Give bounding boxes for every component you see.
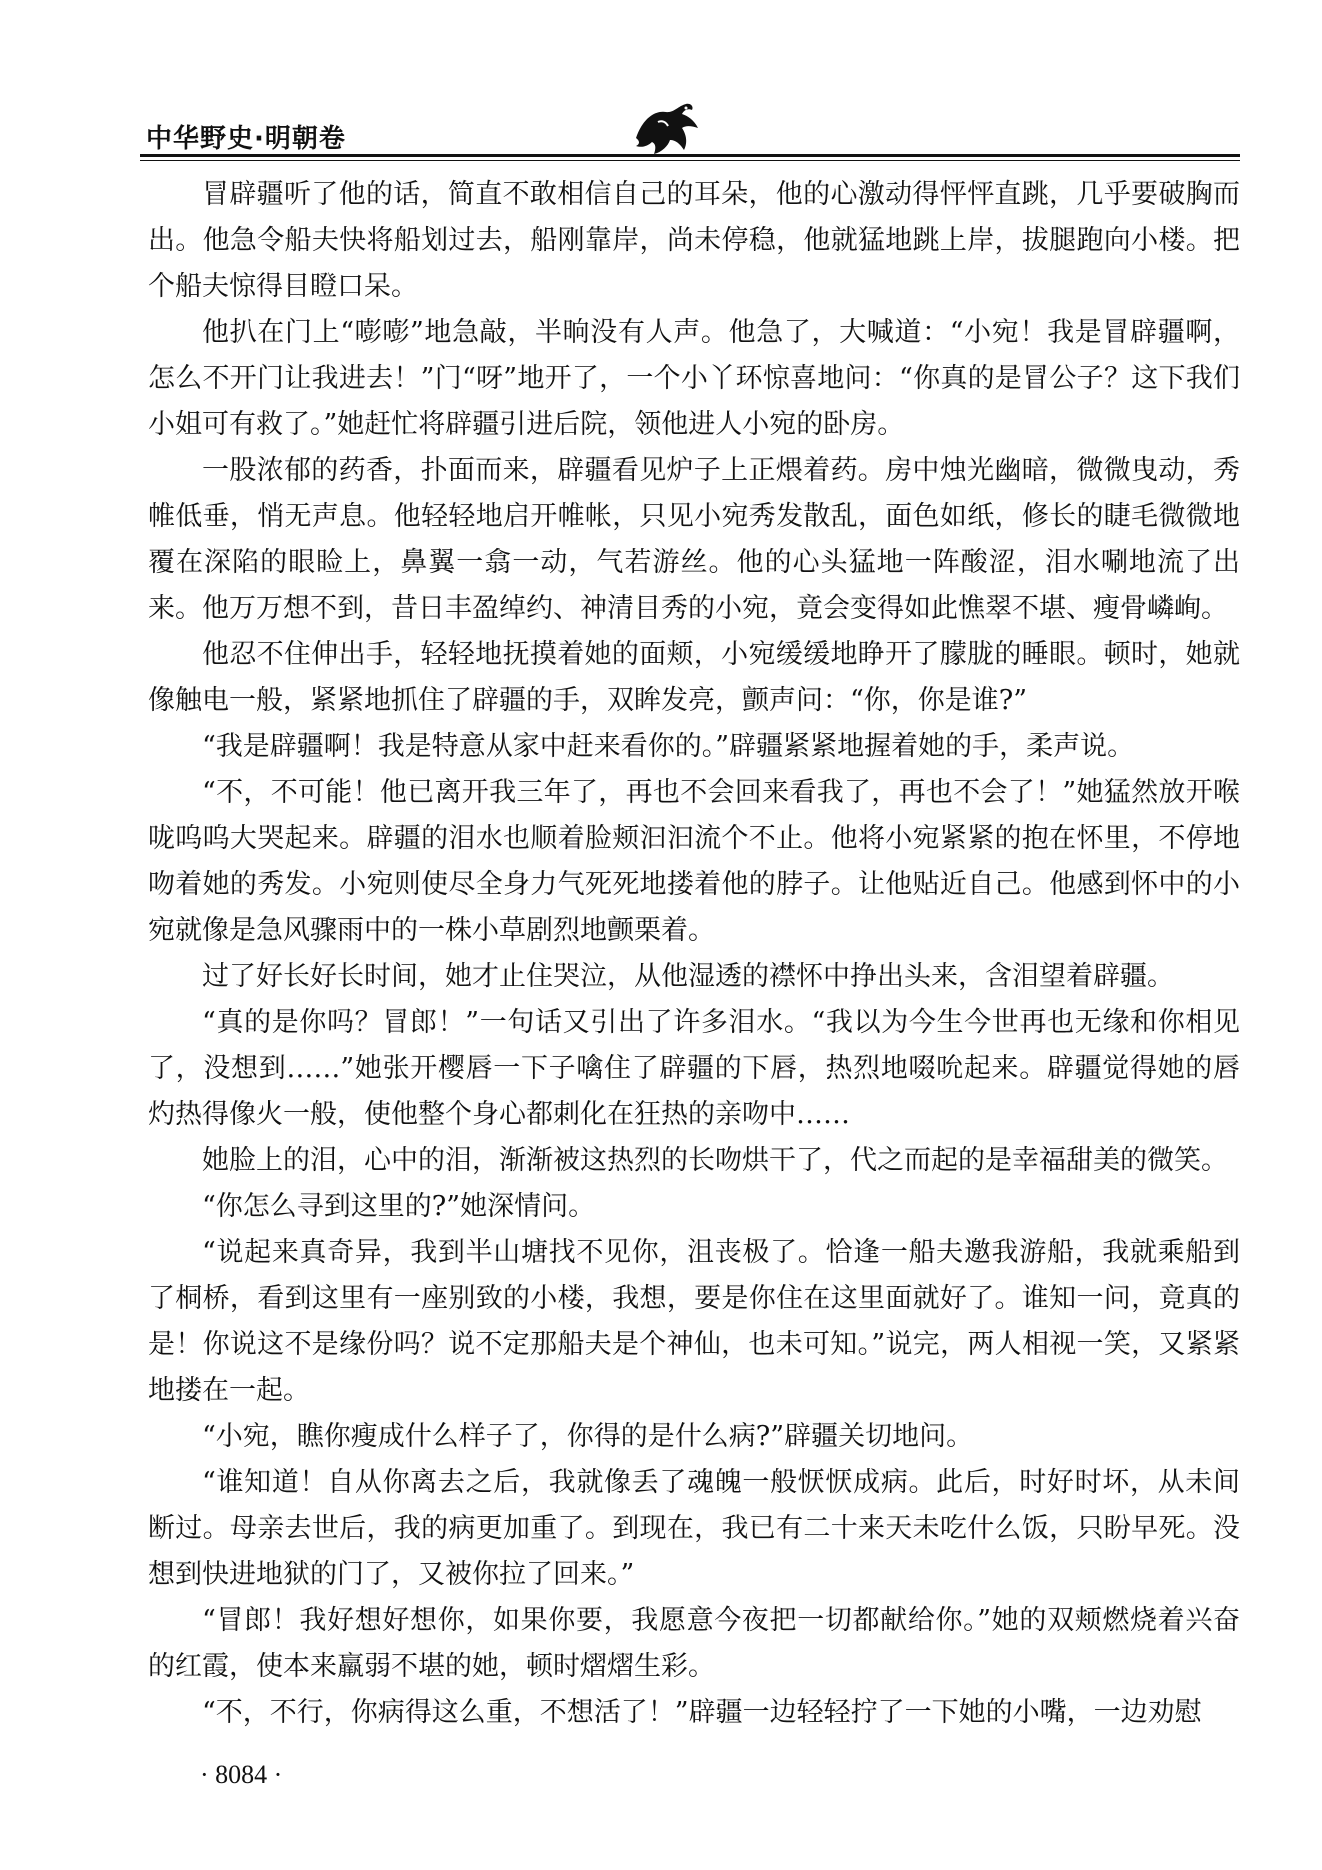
paragraph: 他忍不住伸出手，轻轻地抚摸着她的面颊，小宛缓缓地睁开了朦胧的睡眼。顿时，她就像触电一般，紧紧地抓住了辟疆的手，双眸发亮，颤声问：“你，你是谁?” <box>148 639 1240 716</box>
paragraph: “说起来真奇异，我到半山塘找不见你，沮丧极了。恰逢一船夫邀我游船，我就乘船到了桐桥，看到这里有一座别致的小楼，我想，要是你住在这里面就好了。谁知一问，竟真的是！你说这不是缘份吗？说不定那船夫是个神仙，也未可知。”说完，两人相视一笑，又紧紧地搂在一起。 <box>148 1237 1240 1406</box>
paragraph: “我是辟疆啊！我是特意从家中赶来看你的。”辟疆紧紧地握着她的手，柔声说。 <box>202 731 1135 762</box>
paragraph: “你怎么寻到这里的?”她深情问。 <box>202 1191 596 1222</box>
paragraph: 过了好长好长时间，她才止住哭泣，从他湿透的襟怀中挣出头来，含泪望着辟疆。 <box>202 961 1174 992</box>
paragraph: “不，不行，你病得这么重，不想活了！”辟疆一边轻轻拧了一下她的小嘴，一边劝慰 <box>202 1697 1202 1728</box>
paragraph: 她脸上的泪，心中的泪，渐渐被这热烈的长吻烘干了，代之而起的是幸福甜美的微笑。 <box>202 1145 1228 1176</box>
page-header <box>140 108 1240 158</box>
header-rule-thin <box>140 160 1240 161</box>
book-title: 中华野史·明朝卷 <box>146 124 346 154</box>
page-number: · 8084 · <box>200 1760 283 1789</box>
paragraph: 一股浓郁的药香，扑面而来，辟疆看见炉子上正煨着药。房中烛光幽暗，微微曳动，秀帷低垂，悄无声息。他轻轻地启开帷帐，只见小宛秀发散乱，面色如纸，修长的睫毛微微地覆在深陷的眼睑上，鼻翼一翕一动，气若游丝。他的心头猛地一阵酸涩，泪水唰地流了出来。他万万想不到，昔日丰盈绰约、神清目秀的小宛，竟会变得如此憔翠不堪、瘦骨嶙峋。 <box>148 455 1240 624</box>
paragraph: “不，不可能！他已离开我三年了，再也不会回来看我了，再也不会了！”她猛然放开喉咙呜呜大哭起来。辟疆的泪水也顺着脸颊汩汩流个不止。他将小宛紧紧的抱在怀里，不停地吻着她的秀发。小宛则使尽全身力气死死地搂着他的脖子。让他贴近自己。他感到怀中的小宛就像是急风骤雨中的一株小草剧烈地颤栗着。 <box>148 777 1240 946</box>
paragraph: “冒郎！我好想好想你，如果你要，我愿意今夜把一切都献给你。”她的双颊燃烧着兴奋的红霞，使本来羸弱不堪的她，顿时熠熠生彩。 <box>148 1605 1240 1682</box>
header-rule <box>140 154 1240 157</box>
paragraph: 他扒在门上“嘭嘭”地急敲，半晌没有人声。他急了，大喊道：“小宛！我是冒辟疆啊，怎么不开门让我进去！”门“呀”地开了，一个小丫环惊喜地问：“你真的是冒公子？这下我们小姐可有救了。”她赶忙将辟疆引进后院，领他进人小宛的卧房。 <box>148 317 1240 440</box>
body-text <box>148 172 1240 1736</box>
paragraph: “谁知道！自从你离去之后，我就像丢了魂魄一般恹恹成病。此后，时好时坏，从未间断过。母亲去世后，我的病更加重了。到现在，我已有二十来天未吃什么饭，只盼早死。没想到快进地狱的门了，又被你拉了回来。” <box>148 1467 1240 1590</box>
paragraph: “真的是你吗？冒郎！”一句话又引出了许多泪水。“我以为今生今世再也无缘和你相见了，没想到……”她张开樱唇一下子噙住了辟疆的下唇，热烈地啜吮起来。辟疆觉得她的唇灼热得像火一般，使他整个身心都刺化在狂热的亲吻中…… <box>148 1007 1240 1130</box>
paragraph: 冒辟疆听了他的话，简直不敢相信自己的耳朵，他的心激动得怦怦直跳，几乎要破胸而出。他急令船夫快将船划过去，船刚靠岸，尚未停稳，他就猛地跳上岸，拔腿跑向小楼。把个船夫惊得目瞪口呆。 <box>148 179 1240 302</box>
paragraph: “小宛，瞧你瘦成什么样子了，你得的是什么病?”辟疆关切地问。 <box>202 1421 974 1452</box>
dragon-icon <box>628 98 708 160</box>
